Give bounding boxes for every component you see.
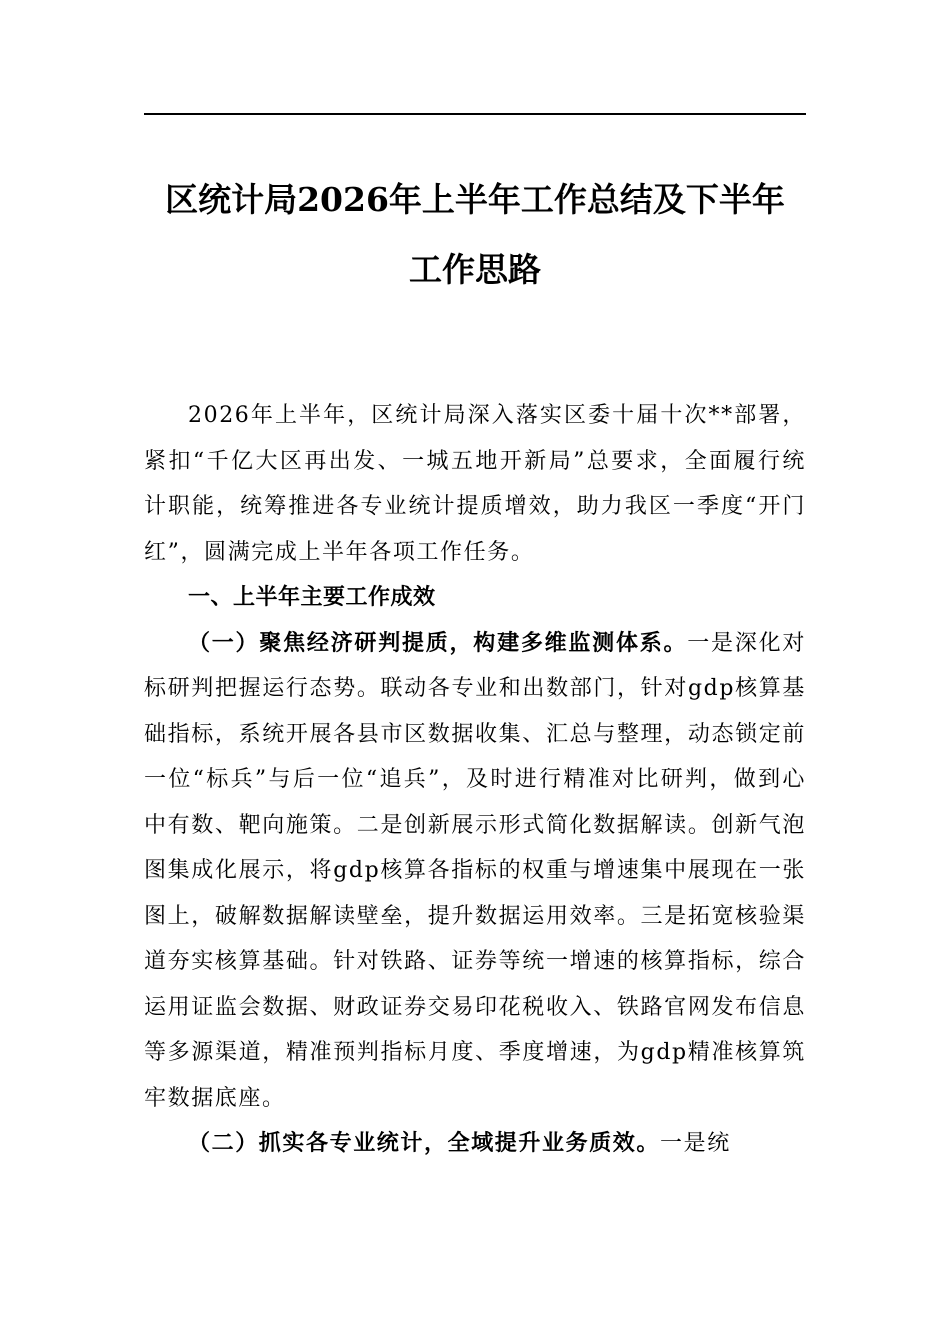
subsection-body-2: 一是统 [660,1131,731,1156]
intro-paragraph: 2026年上半年，区统计局深入落实区委十届十次**部署，紧扣“千亿大区再出发、一城五地开新局”总要求，全面履行统计职能，统筹推进各专业统计提质增效，助力我区一季度“开门红”，圆满完成上半年各项工作任务。 [144,403,806,565]
title-line-2: 工作思路 [409,250,541,289]
document-body [144,393,806,1167]
subsection-heading-2: （二）抓实各专业统计，全域提升业务质效。 [188,1130,661,1156]
subsection-paragraph-2 [144,1121,806,1167]
subsection-paragraph-1 [144,621,806,1122]
document-title [144,165,806,305]
subsection-heading-1: （一）聚焦经济研判提质，构建多维监测体系。 [188,629,688,656]
header-rule [144,113,806,115]
subsection-body-1: 一是深化对标研判把握运行态势。联动各专业和出数部门，针对gdp核算基础指标，系统开展各县市区数据收集、汇总与整理，动态锁定前一位“标兵”与后一位“追兵”，及时进行精准对比研判，做到心中有数、靶向施策。二是创新展示形式简化数据解读。创新气泡图集成化展示，将gdp核算各指标的权重与增速集中展现在一张图上，破解数据解读壁垒，提升数据运用效率。三是拓宽核验渠道夯实核算基础。针对铁路、证券等统一增速的核算指标，综合运用证监会数据、财政证券交易印花税收入、铁路官网发布信息等多源渠道，精准预判指标月度、季度增速，为gdp精准核算筑牢数据底座。 [144,630,806,1111]
section-heading: 一、上半年主要工作成效 [188,585,436,610]
title-line-1: 区统计局2026年上半年工作总结及下半年 [165,180,785,219]
